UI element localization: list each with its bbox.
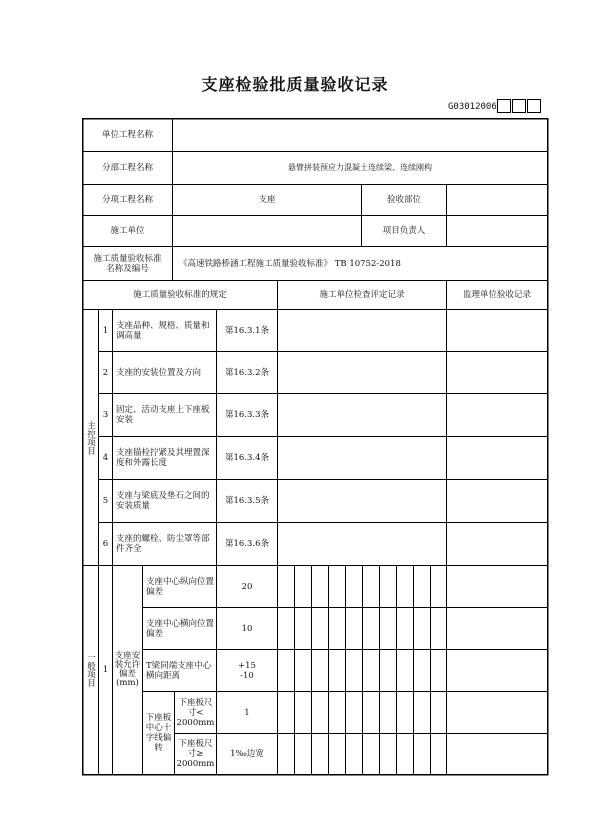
general-label: 一般项目	[85, 653, 96, 687]
tolerance-subitem-text: 下座板尺寸≥ 2000mm	[176, 739, 215, 769]
sub-group-label: 下座板中心十字线偏转	[145, 713, 172, 753]
item-clause: 第16.3.6条	[224, 539, 270, 549]
general-group-label: 支座安装允许偏差(mm)	[114, 651, 141, 688]
item-clause: 第16.3.2条	[224, 367, 270, 378]
unit-project-value[interactable]	[173, 119, 547, 151]
item-no: 2	[102, 367, 109, 378]
general-no: 1	[102, 665, 109, 675]
item-no: 4	[102, 453, 109, 463]
item-text: 支座与梁底及垫石之间的安装质量	[116, 491, 210, 511]
item-clause: 第16.3.5条	[224, 496, 270, 506]
form-code: G03012006	[448, 102, 497, 112]
item-text: 支座的螺栓、防尘罩等部件齐全	[116, 534, 210, 554]
tolerance-item-text: T梁同端支座中心横向距离	[146, 660, 212, 681]
tolerance-subitem-text: 下座板尺寸< 2000mm	[176, 697, 215, 728]
item-text: 支座的安装位置及方向	[116, 367, 202, 378]
subdivision-label: 分项工程名称	[101, 195, 153, 205]
item-clause: 第16.3.1条	[224, 325, 270, 336]
main-control-label: 主控项目	[85, 420, 96, 455]
standard-label: 施工质量验收标准名称及编号	[93, 253, 162, 274]
tolerance-item-value: 20	[241, 581, 253, 592]
acceptance-part-value[interactable]	[447, 185, 547, 215]
tolerance-item-value: +15 -10	[238, 660, 256, 681]
item-clause: 第16.3.3条	[224, 410, 270, 420]
unit-project-label: 单位工程名称	[101, 130, 153, 140]
page-title: 支座检验批质量验收记录	[201, 75, 389, 94]
project-leader-label: 项目负责人	[382, 226, 426, 236]
column-header-standard: 施工质量验收标准的规定	[133, 290, 227, 300]
item-clause: 第16.3.4条	[224, 453, 270, 463]
project-leader-value[interactable]	[447, 216, 547, 246]
item-text: 支座锚栓拧紧及其埋置深度和外露长度	[116, 448, 210, 468]
item-no: 5	[102, 496, 109, 506]
item-no: 3	[102, 410, 109, 420]
subdivision-value[interactable]: 支座	[258, 195, 276, 205]
tolerance-subitem-value: 1	[244, 707, 250, 718]
tolerance-item-text: 支座中心横向位置偏差	[146, 618, 215, 639]
item-no: 6	[102, 539, 109, 549]
division-label: 分部工程名称	[101, 163, 153, 173]
tolerance-subitem-value: 1‰边宽	[230, 749, 264, 759]
tolerance-item-value: 10	[241, 623, 253, 634]
standard-value[interactable]: 《高速铁路桥涵工程施工质量验收标准》 TB 10752-2018	[179, 258, 401, 269]
construction-unit-label: 施工单位	[110, 226, 145, 236]
item-text: 固定、活动支座上下座板安装	[116, 405, 210, 425]
item-no: 1	[102, 325, 109, 336]
column-header-construction: 施工单位检查评定记录	[319, 290, 405, 300]
construction-unit-value[interactable]	[173, 216, 361, 246]
tolerance-item-text: 支座中心纵向位置偏差	[146, 576, 215, 597]
acceptance-part-label: 验收部位	[386, 195, 421, 205]
item-text: 支座品种、规格、质量和调高量	[116, 320, 210, 341]
division-value[interactable]: 悬臂拼装预应力混凝土连续梁、连续刚构	[288, 163, 432, 172]
column-header-supervision: 监理单位验收记录	[462, 290, 531, 300]
